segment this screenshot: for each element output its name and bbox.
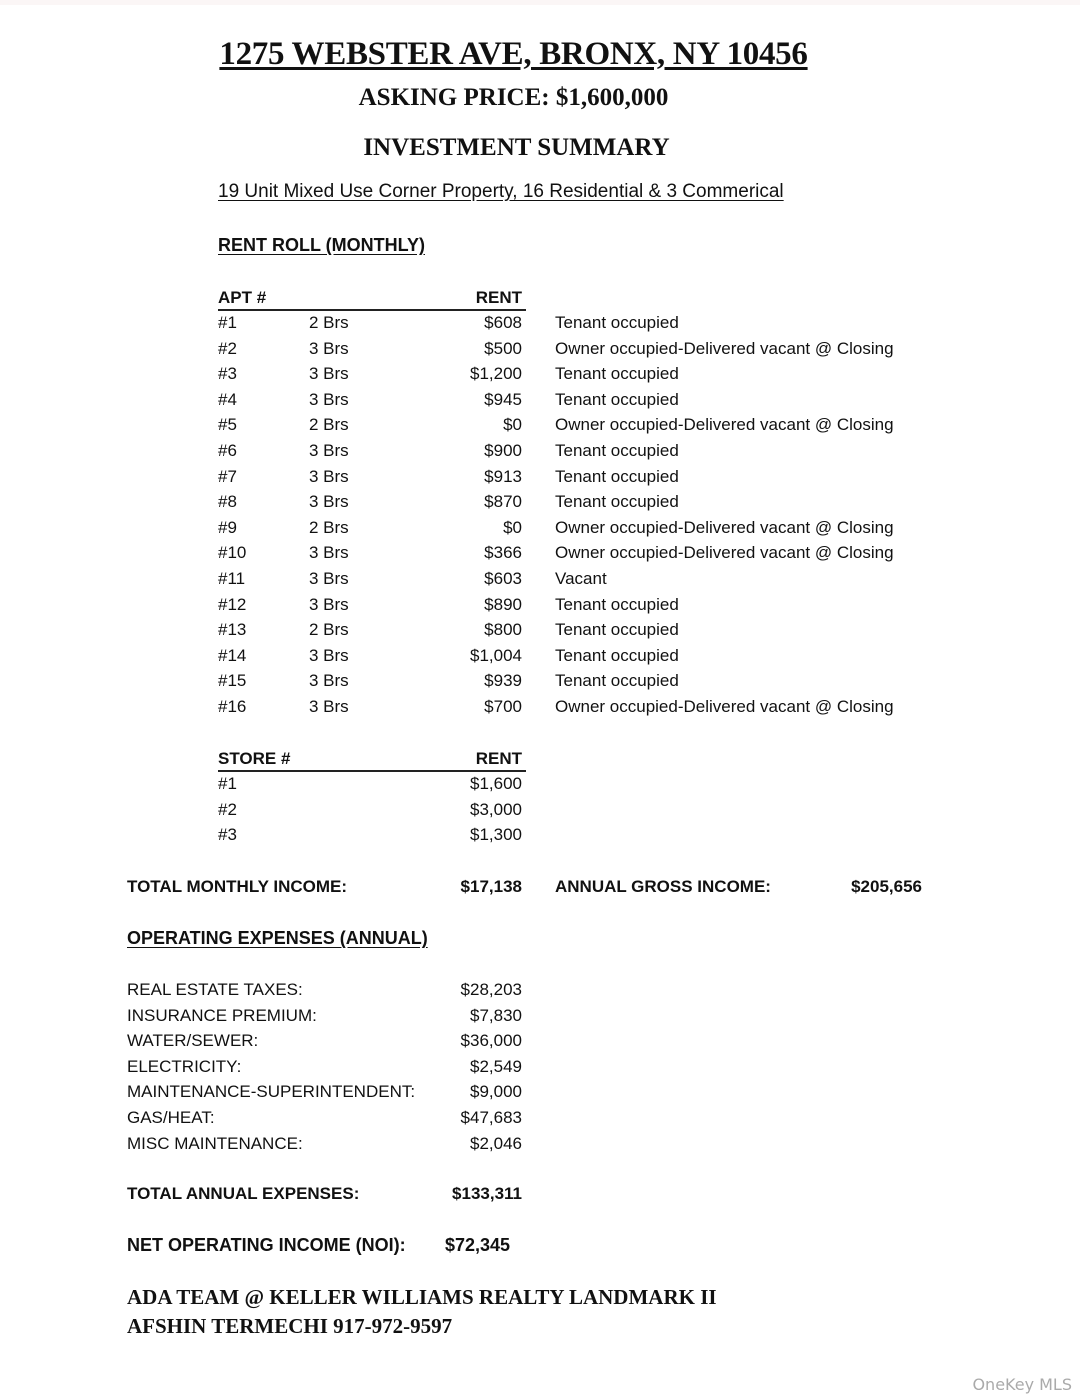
apt-rent: $870 [484, 492, 522, 512]
apt-status: Owner occupied-Delivered vacant @ Closing [555, 696, 894, 716]
store-row [218, 772, 526, 798]
apt-rent: $1,004 [470, 645, 522, 665]
investment-summary-heading: INVESTMENT SUMMARY [363, 134, 670, 161]
apt-rent: $913 [484, 466, 522, 486]
annual-gross-income-label: ANNUAL GROSS INCOME: [555, 877, 771, 896]
expense-label: REAL ESTATE TAXES: [127, 980, 303, 999]
total-monthly-income-label: TOTAL MONTHLY INCOME: [127, 877, 348, 896]
store-rent-table [218, 745, 526, 849]
apartment-row [218, 465, 679, 491]
expense-value: $47,683 [460, 1107, 522, 1127]
rent-roll-heading: RENT ROLL (MONTHLY) [218, 235, 425, 255]
apt-column-header: APT # [218, 288, 267, 307]
apt-rent: $700 [484, 696, 522, 716]
apt-bedrooms: 3 Brs [309, 440, 349, 460]
expense-value: $7,830 [470, 1005, 522, 1025]
property-address-title: 1275 WEBSTER AVE, BRONX, NY 10456 [219, 36, 808, 72]
store-row [218, 798, 526, 824]
apartment-row [218, 362, 679, 388]
expense-list [127, 978, 522, 1157]
noi-label: NET OPERATING INCOME (NOI): [127, 1235, 406, 1255]
apt-status: Tenant occupied [555, 645, 679, 665]
apt-bedrooms: 3 Brs [309, 696, 349, 716]
expense-label: ELECTRICITY: [127, 1056, 242, 1076]
apt-status: Tenant occupied [555, 440, 679, 460]
apartment-row [218, 541, 894, 567]
apartment-table-header [218, 284, 526, 311]
apt-bedrooms: 2 Brs [309, 517, 349, 537]
apartment-row [218, 695, 894, 721]
apt-rent: $900 [484, 440, 522, 460]
apt-number: #5 [218, 415, 237, 435]
apt-rent: $890 [484, 594, 522, 614]
noi-value: $72,345 [445, 1235, 511, 1255]
total-annual-expenses-value: $133,311 [452, 1184, 522, 1203]
total-annual-expenses-label: TOTAL ANNUAL EXPENSES: [127, 1184, 360, 1203]
apt-bedrooms: 3 Brs [309, 594, 349, 614]
apartment-rows [218, 311, 894, 721]
apt-rent: $800 [484, 620, 522, 640]
top-strip [0, 0, 1080, 5]
store-rent: $3,000 [470, 799, 522, 819]
expense-row [127, 1132, 522, 1158]
apt-bedrooms: 3 Brs [309, 492, 349, 512]
store-rent: $1,600 [470, 774, 522, 793]
apt-bedrooms: 3 Brs [309, 389, 349, 409]
apartment-row [218, 413, 894, 439]
apt-status: Tenant occupied [555, 671, 679, 691]
apt-rent: $500 [484, 338, 522, 358]
apt-status: Tenant occupied [555, 594, 679, 614]
expense-label: WATER/SEWER: [127, 1031, 259, 1051]
apt-number: #9 [218, 517, 237, 537]
apt-number: #3 [218, 364, 237, 384]
apt-bedrooms: 3 Brs [309, 543, 349, 563]
property-description: 19 Unit Mixed Use Corner Property, 16 Residential & 3 Commerical [218, 181, 784, 202]
apartment-row [218, 337, 894, 363]
store-rows [218, 772, 526, 849]
apt-number: #10 [218, 543, 247, 563]
apt-status: Vacant [555, 568, 607, 588]
apt-status: Tenant occupied [555, 492, 679, 512]
apt-bedrooms: 2 Brs [309, 620, 349, 640]
apt-number: #6 [218, 440, 237, 460]
apt-number: #1 [218, 313, 237, 332]
operating-expenses-heading: OPERATING EXPENSES (ANNUAL) [127, 928, 428, 948]
apartment-row [218, 490, 679, 516]
apt-bedrooms: 3 Brs [309, 364, 349, 384]
apt-status: Owner occupied-Delivered vacant @ Closing [555, 338, 894, 358]
apt-bedrooms: 3 Brs [309, 645, 349, 665]
apt-rent: $0 [503, 517, 522, 537]
expense-value: $2,046 [470, 1133, 522, 1153]
apt-number: #16 [218, 696, 247, 716]
apartment-row [218, 516, 894, 542]
expense-label: MAINTENANCE-SUPERINTENDENT: [127, 1082, 416, 1102]
apt-status: Tenant occupied [555, 313, 679, 332]
apt-rent: $939 [484, 671, 522, 691]
apt-rent: $603 [484, 568, 522, 588]
store-column-header: STORE # [218, 749, 291, 768]
apt-rent: $945 [484, 389, 522, 409]
expense-row [127, 1055, 522, 1081]
asking-price: ASKING PRICE: $1,600,000 [358, 84, 669, 111]
apt-number: #8 [218, 492, 237, 512]
apartment-row [218, 644, 679, 670]
store-row [218, 823, 526, 849]
apt-rent: $0 [503, 415, 522, 435]
apt-status: Tenant occupied [555, 389, 679, 409]
apartment-row [218, 593, 679, 619]
apt-bedrooms: 3 Brs [309, 568, 349, 588]
apt-status: Owner occupied-Delivered vacant @ Closing [555, 415, 894, 435]
apt-bedrooms: 3 Brs [309, 671, 349, 691]
apt-bedrooms: 2 Brs [309, 415, 349, 435]
expense-label: MISC MAINTENANCE: [127, 1133, 303, 1153]
apartment-rent-table [218, 284, 894, 721]
expense-value: $2,549 [470, 1056, 522, 1076]
apt-rent: $366 [484, 543, 522, 563]
apt-rent: $1,200 [470, 364, 522, 384]
expense-label: GAS/HEAT: [127, 1107, 215, 1127]
expense-row [127, 1080, 522, 1106]
apartment-row [218, 388, 679, 414]
expense-label: INSURANCE PREMIUM: [127, 1005, 317, 1025]
apt-number: #4 [218, 389, 237, 409]
apt-number: #12 [218, 594, 247, 614]
apt-status: Tenant occupied [555, 620, 679, 640]
apt-number: #15 [218, 671, 247, 691]
apt-status: Owner occupied-Delivered vacant @ Closing [555, 517, 894, 537]
apt-number: #7 [218, 466, 237, 486]
store-table-header [218, 745, 526, 772]
apt-bedrooms: 3 Brs [309, 338, 349, 358]
apt-rent: $608 [484, 313, 522, 332]
store-rent: $1,300 [470, 825, 522, 845]
apartment-row [218, 618, 679, 644]
apartment-row [218, 311, 679, 337]
expense-row [127, 1106, 522, 1132]
apt-number: #2 [218, 338, 237, 358]
agency-name: ADA TEAM @ KELLER WILLIAMS REALTY LANDMARK II [127, 1285, 717, 1309]
expense-value: $28,203 [460, 980, 522, 999]
apt-bedrooms: 2 Brs [309, 313, 349, 332]
store-rent-column-header: RENT [475, 749, 522, 768]
apt-number: #11 [218, 568, 246, 588]
store-number: #2 [218, 799, 237, 819]
apt-number: #14 [218, 645, 247, 665]
apt-status: Owner occupied-Delivered vacant @ Closing [555, 543, 894, 563]
expense-row [127, 1004, 522, 1030]
expense-value: $36,000 [460, 1031, 522, 1051]
agent-contact: AFSHIN TERMECHI 917-972-9597 [127, 1314, 453, 1338]
apartment-row [218, 439, 679, 465]
annual-gross-income-value: $205,656 [851, 877, 922, 896]
apartment-row [218, 669, 679, 695]
apartment-row [218, 567, 607, 593]
onekey-mls-watermark: OneKey MLS [972, 1375, 1072, 1394]
apt-number: #13 [218, 620, 247, 640]
expense-row [127, 1029, 522, 1055]
store-number: #3 [218, 825, 237, 845]
apt-status: Tenant occupied [555, 466, 679, 486]
apt-bedrooms: 3 Brs [309, 466, 349, 486]
rent-column-header: RENT [475, 288, 522, 307]
expense-value: $9,000 [470, 1082, 522, 1102]
total-monthly-income-value: $17,138 [460, 877, 522, 896]
store-number: #1 [218, 774, 237, 793]
apt-status: Tenant occupied [555, 364, 679, 384]
expense-row [127, 978, 522, 1004]
